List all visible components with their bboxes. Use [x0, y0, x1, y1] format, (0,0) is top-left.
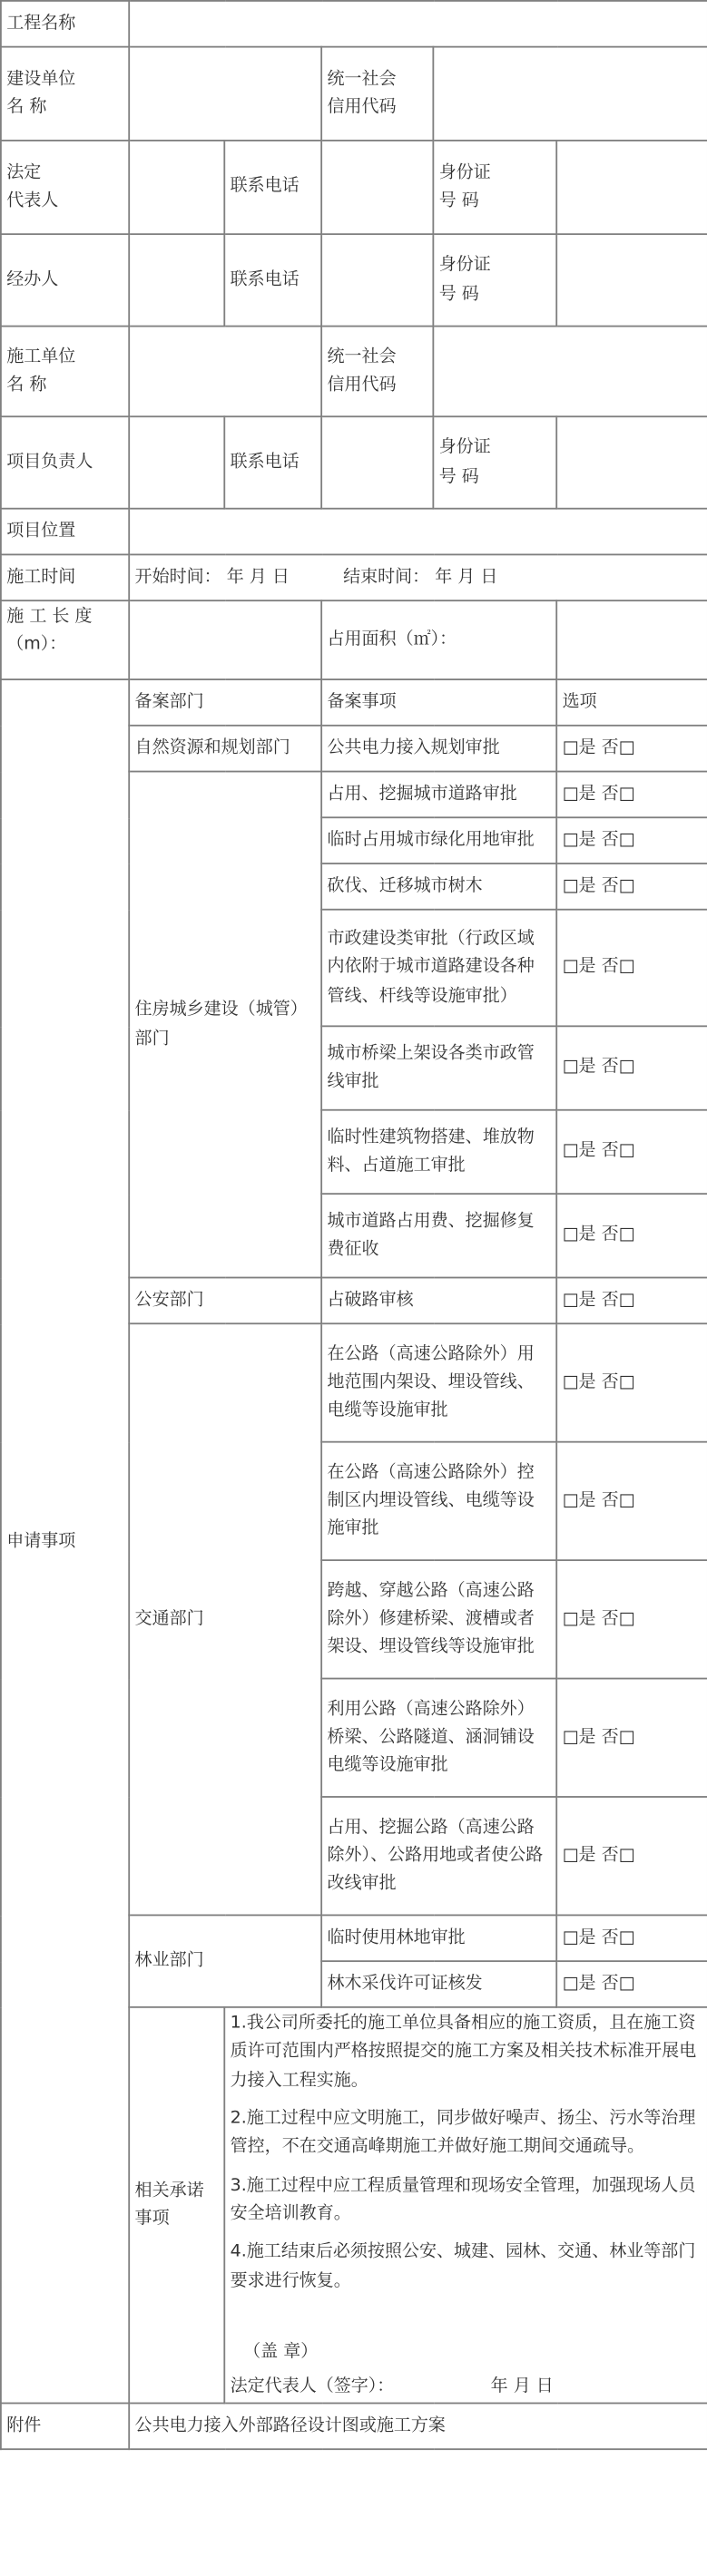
item-text: 林木采伐许可证核发: [321, 1961, 556, 2007]
commitments-label-line2: 事项: [134, 2209, 170, 2229]
commitments-label: [129, 2007, 224, 2404]
dept-natural-resources: 自然资源和规划部门: [129, 726, 321, 772]
legal-rep-value[interactable]: [129, 141, 224, 234]
construct-time-value[interactable]: [129, 554, 707, 600]
build-unit-label: [1, 47, 129, 141]
handler-phone-value[interactable]: [321, 234, 433, 326]
project-lead-phone-value[interactable]: [321, 416, 433, 508]
construct-unit-label-line2: 名 称: [6, 375, 47, 395]
dept-housing-construction: 住房城乡建设（城管）部门: [129, 772, 321, 1278]
area-value[interactable]: [556, 600, 707, 679]
dept-public-security: 公安部门: [129, 1278, 321, 1324]
row-handler: [1, 234, 707, 326]
item-text: 城市道路占用费、挖掘修复费征收: [321, 1194, 556, 1277]
row-project-name: [1, 1, 707, 47]
attachment-label: 附件: [1, 2404, 129, 2450]
location-value[interactable]: [129, 509, 707, 555]
item-option-checkbox[interactable]: □是 否□: [556, 1323, 707, 1441]
commitment-item: 1.我公司所委托的施工单位具备相应的施工资质，且在施工资质许可范围内严格按照提交的施工方案及相关技术标准开展电力接入工程实施。: [230, 2013, 697, 2090]
id-label-line1: 身份证: [438, 255, 491, 275]
construct-unit-label-line1: 施工单位: [6, 346, 76, 366]
signature-label: 法定代表人（签字）：: [230, 2376, 395, 2396]
row-build-unit: [1, 47, 707, 141]
item-option-checkbox[interactable]: □是 否□: [556, 1278, 707, 1324]
row-project-lead: [1, 416, 707, 508]
credit-code-label-line1: 统一社会: [327, 68, 397, 89]
id-label-line2: 号 码: [438, 465, 479, 486]
project-lead-id-value[interactable]: [556, 416, 707, 508]
construct-unit-value[interactable]: [129, 327, 321, 417]
item-option-checkbox[interactable]: □是 否□: [556, 1110, 707, 1194]
item-option-checkbox[interactable]: □是 否□: [556, 1797, 707, 1915]
build-unit-label-line1: 建设单位: [6, 68, 76, 89]
build-unit-value[interactable]: [129, 47, 321, 141]
signature-line: [231, 2373, 702, 2401]
row-length-area: [1, 600, 707, 679]
legal-rep-phone-value[interactable]: [321, 141, 433, 234]
item-option-checkbox[interactable]: □是 否□: [556, 1560, 707, 1678]
credit-code-label-line2: 信用代码: [327, 96, 397, 117]
items-header-item: 备案事项: [321, 679, 556, 726]
build-credit-code-value[interactable]: [433, 47, 707, 141]
construct-credit-code-label: [321, 327, 433, 417]
item-option-checkbox[interactable]: □是 否□: [556, 864, 707, 910]
legal-rep-id-label: [433, 141, 556, 234]
item-text: 在公路（高速公路除外）控制区内埋设管线、电缆等设施审批: [321, 1442, 556, 1560]
item-option-checkbox[interactable]: □是 否□: [556, 1961, 707, 2007]
legal-rep-label-line1: 法定: [6, 161, 42, 182]
commitment-item: 2.施工过程中应文明施工，同步做好噪声、扬尘、污水等治理管控，不在交通高峰期施工并做好施工期间交通疏导。: [230, 2108, 696, 2157]
build-credit-code-label: [321, 47, 433, 141]
construct-unit-label: [1, 327, 129, 417]
item-option-checkbox[interactable]: □是 否□: [556, 772, 707, 818]
project-name-value[interactable]: [129, 1, 707, 47]
project-name-label: 工程名称: [1, 1, 129, 47]
item-text: 临时占用城市绿化用地审批: [321, 817, 556, 864]
start-time-text: 开始时间： 年 月 日: [134, 566, 290, 587]
dept-transportation: 交通部门: [129, 1323, 321, 1915]
commitments-label-line1: 相关承诺: [134, 2180, 204, 2200]
row-construct-unit: [1, 327, 707, 417]
handler-value[interactable]: [129, 234, 224, 326]
item-option-checkbox[interactable]: □是 否□: [556, 817, 707, 864]
id-label-line2: 号 码: [438, 283, 479, 304]
length-label: 施 工 长 度（m）：: [1, 600, 129, 679]
item-text: 砍伐、迁移城市树木: [321, 864, 556, 910]
items-section-label: 申请事项: [1, 679, 129, 2404]
item-text: 在公路（高速公路除外）用地范围内架设、埋设管线、电缆等设施审批: [321, 1323, 556, 1441]
item-text: 临时性建筑物搭建、堆放物料、占道施工审批: [321, 1110, 556, 1194]
id-label-line2: 号 码: [438, 190, 479, 210]
item-option-checkbox[interactable]: □是 否□: [556, 1194, 707, 1277]
item-text: 临时使用林地审批: [321, 1915, 556, 1961]
row-legal-rep: [1, 141, 707, 234]
row-attachment: [1, 2404, 707, 2450]
item-option-checkbox[interactable]: □是 否□: [556, 1679, 707, 1797]
row-location: [1, 509, 707, 555]
attachment-value: 公共电力接入外部路径设计图或施工方案: [129, 2404, 707, 2450]
item-text: 利用公路（高速公路除外）桥梁、公路隧道、涵洞铺设电缆等设施审批: [321, 1679, 556, 1797]
project-lead-value[interactable]: [129, 416, 224, 508]
legal-rep-label: [1, 141, 129, 234]
handler-phone-label: 联系电话: [224, 234, 321, 326]
signature-date: 年 月 日: [490, 2376, 554, 2396]
commitment-item: 4.施工结束后必须按照公安、城建、园林、交通、林业等部门要求进行恢复。: [230, 2241, 696, 2290]
handler-id-value[interactable]: [556, 234, 707, 326]
commitment-item: 3.施工过程中应工程质量管理和现场安全管理，加强现场人员安全培训教育。: [230, 2174, 696, 2223]
item-text: 城市桥梁上架设各类市政管线审批: [321, 1026, 556, 1109]
item-option-checkbox[interactable]: □是 否□: [556, 1442, 707, 1560]
item-option-checkbox[interactable]: □是 否□: [556, 1915, 707, 1961]
item-text: 占用、挖掘城市道路审批: [321, 772, 556, 818]
legal-rep-label-line2: 代表人: [6, 190, 59, 210]
project-lead-label: 项目负责人: [1, 416, 129, 508]
length-value[interactable]: [129, 600, 321, 679]
id-label-line1: 身份证: [438, 161, 491, 182]
dept-forestry: 林业部门: [129, 1915, 321, 2006]
area-label: 占用面积（㎡）：: [321, 600, 556, 679]
commitments-content: [224, 2007, 707, 2404]
build-unit-label-line2: 名 称: [6, 96, 47, 117]
items-header-department: 备案部门: [129, 679, 321, 726]
item-option-checkbox[interactable]: □是 否□: [556, 726, 707, 772]
item-option-checkbox[interactable]: □是 否□: [556, 910, 707, 1027]
legal-rep-phone-label: 联系电话: [224, 141, 321, 234]
item-text: 占破路审核: [321, 1278, 556, 1324]
item-text: 公共电力接入规划审批: [321, 726, 556, 772]
credit-code-label-line1: 统一社会: [327, 346, 397, 366]
location-label: 项目位置: [1, 509, 129, 555]
item-text: 市政建设类审批（行政区域内依附于城市道路建设各种管线、杆线等设施审批）: [321, 910, 556, 1027]
item-text: 占用、挖掘公路（高速公路除外）、公路用地或者使公路改线审批: [321, 1797, 556, 1915]
project-lead-phone-label: 联系电话: [224, 416, 321, 508]
credit-code-label-line2: 信用代码: [327, 375, 397, 395]
end-time-text: 结束时间： 年 月 日: [343, 566, 498, 587]
item-text: 跨越、穿越公路（高速公路除外）修建桥梁、渡槽或者架设、埋设管线等设施审批: [321, 1560, 556, 1678]
project-lead-id-label: [433, 416, 556, 508]
id-label-line1: 身份证: [438, 437, 491, 457]
items-header-row: [1, 679, 707, 726]
items-header-option: 选项: [556, 679, 707, 726]
construct-credit-code-value[interactable]: [433, 327, 707, 417]
seal-text: （盖 章）: [243, 2341, 319, 2361]
handler-label: 经办人: [1, 234, 129, 326]
construct-time-label: 施工时间: [1, 554, 129, 600]
handler-id-label: [433, 234, 556, 326]
row-construct-time: [1, 554, 707, 600]
item-option-checkbox[interactable]: □是 否□: [556, 1026, 707, 1109]
legal-rep-id-value[interactable]: [556, 141, 707, 234]
